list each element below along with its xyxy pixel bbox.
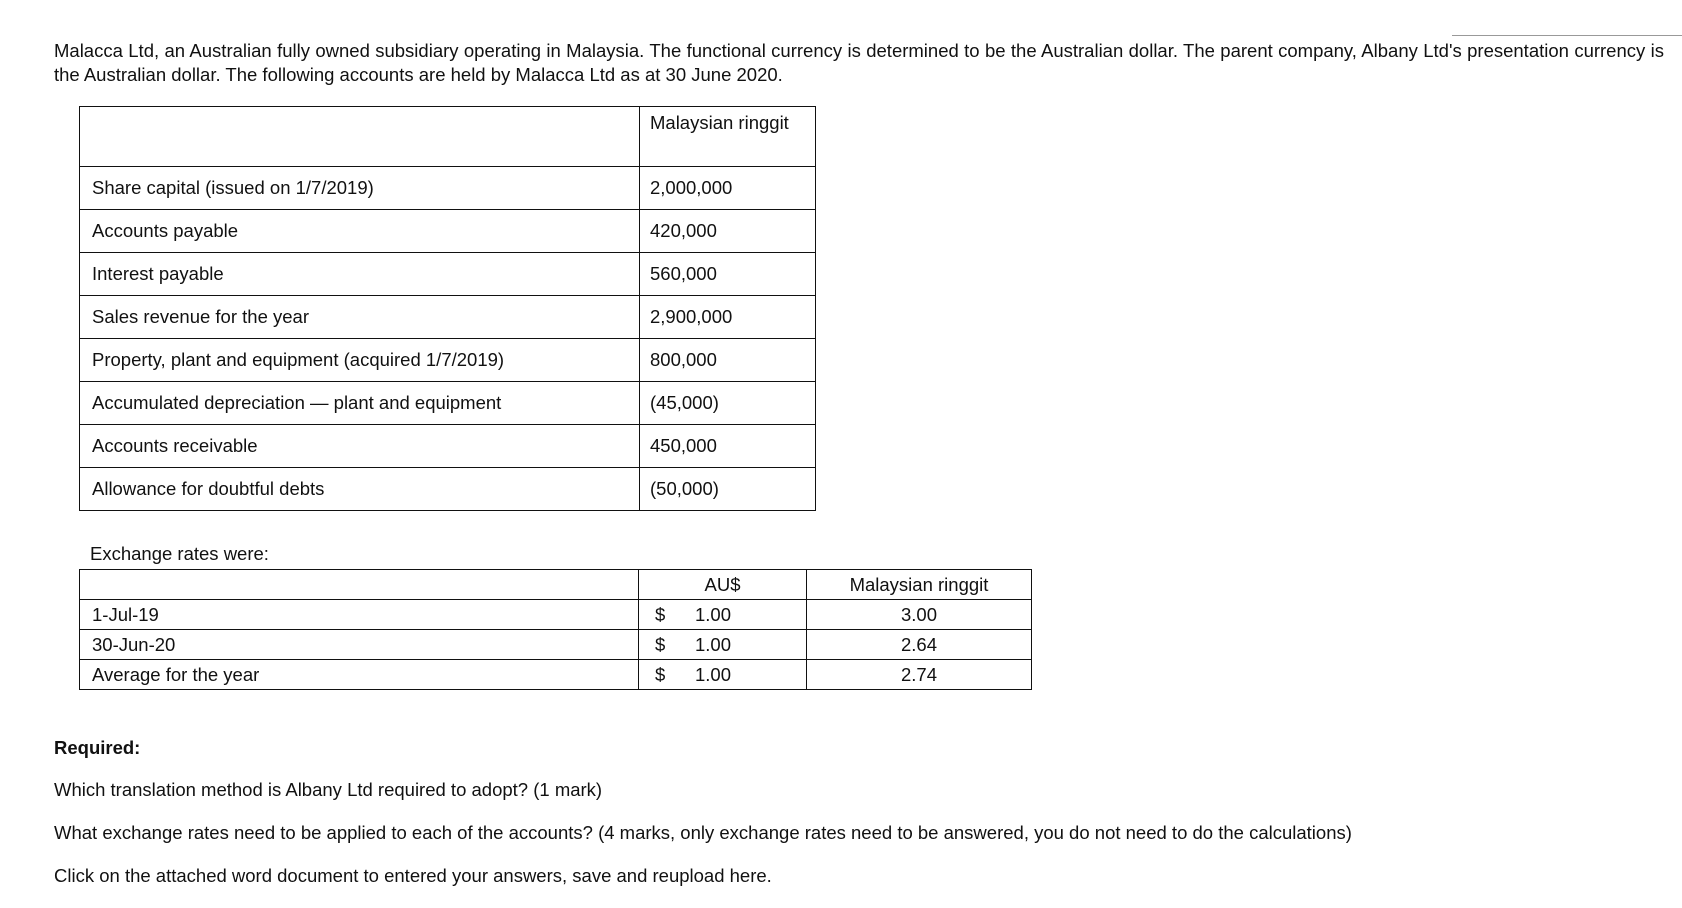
table-row [80,210,816,253]
accounts-header-row [80,107,816,167]
rates-header-blank [80,570,639,600]
accounts-table [79,106,816,511]
account-label: Accounts payable [80,210,640,253]
account-label: Accumulated depreciation — plant and equipment [80,382,640,425]
account-value: 450,000 [640,425,816,468]
rate-date: 1-Jul-19 [80,600,639,630]
rate-aud-cell [639,600,807,630]
rate-aud-cell [639,660,807,690]
rate-aud: 1.00 [695,603,732,625]
currency-symbol: $ [655,603,666,625]
table-row [80,630,1032,660]
exchange-rates-table [79,569,1032,690]
account-value: (45,000) [640,382,816,425]
table-row [80,660,1032,690]
upload-instruction: Click on the attached word document to entered your answers, save and reupload here. [54,865,772,886]
account-label: Allowance for doubtful debts [80,468,640,511]
account-label: Accounts receivable [80,425,640,468]
accounts-header-currency: Malaysian ringgit [640,107,816,167]
currency-symbol: $ [655,663,666,685]
account-label: Property, plant and equipment (acquired 1/7/2019) [80,339,640,382]
rates-header-myr: Malaysian ringgit [807,570,1032,600]
rates-header-row [80,570,1032,600]
rate-aud: 1.00 [695,633,732,655]
table-row [80,296,816,339]
accounts-header-blank [80,107,640,167]
table-row [80,600,1032,630]
question-translation-method: Which translation method is Albany Ltd required to adopt? (1 mark) [54,779,603,800]
account-value: 560,000 [640,253,816,296]
account-label: Sales revenue for the year [80,296,640,339]
currency-symbol: $ [655,633,666,655]
table-row [80,425,816,468]
table-row [80,468,816,511]
table-row [80,167,816,210]
account-value: 800,000 [640,339,816,382]
rate-aud: 1.00 [695,663,732,685]
rate-myr: 3.00 [807,600,1032,630]
rate-date: 30-Jun-20 [80,630,639,660]
account-value: (50,000) [640,468,816,511]
account-value: 2,900,000 [640,296,816,339]
account-label: Share capital (issued on 1/7/2019) [80,167,640,210]
rate-myr: 2.74 [807,660,1032,690]
table-row [80,382,816,425]
rates-header-aud: AU$ [639,570,807,600]
top-divider [1452,35,1682,36]
rate-date: Average for the year [80,660,639,690]
rate-aud-cell [639,630,807,660]
exchange-rates-caption: Exchange rates were: [90,543,269,564]
account-value: 420,000 [640,210,816,253]
table-row [80,253,816,296]
question-exchange-rates: What exchange rates need to be applied to each of the accounts? (4 marks, only exchange rates need to be answered, you do not need to do the calculations) [54,822,1352,843]
account-label: Interest payable [80,253,640,296]
required-heading: Required: [54,737,141,758]
rate-myr: 2.64 [807,630,1032,660]
table-row [80,339,816,382]
intro-paragraph: Malacca Ltd, an Australian fully owned subsidiary operating in Malaysia. The functional currency is determined to be the Australian dollar. The parent company, Albany Ltd's presentation currency is the Australian dollar. The following accounts are held by Malacca Ltd as at 30 June 2020. [54,40,1664,85]
account-value: 2,000,000 [640,167,816,210]
